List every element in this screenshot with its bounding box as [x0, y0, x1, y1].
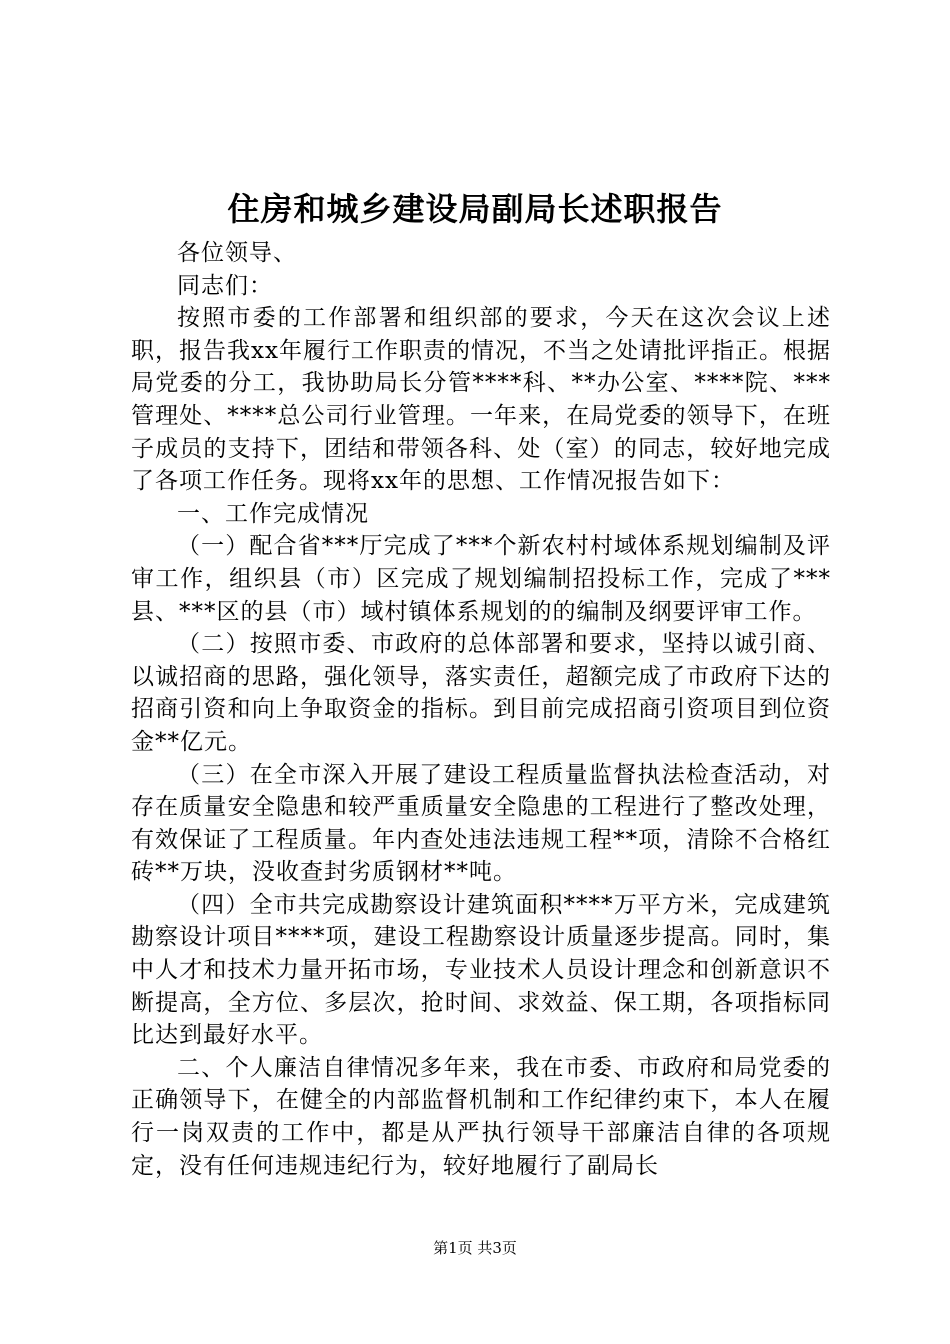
section-integrity: 二、个人廉洁自律情况多年来，我在市委、市政府和局党委的正确领导下，在健全的内部监督机制和工作纪律约束下，本人在履行一岗双责的工作中，都是从严执行领导干部廉洁自律的各项规定，没有任何违规违纪行为，较好地履行了副局长	[131, 1054, 831, 1179]
work-item-4: （四）全市共完成勘察设计建筑面积****万平方米，完成建筑勘察设计项目****项，建设工程勘察设计质量逐步提高。同时，集中人才和技术力量开拓市场，专业技术人员设计理念和创新意识不断提高，全方位、多层次，抢时间、求效益、保工期，各项指标同比达到最好水平。	[131, 891, 831, 1049]
page-number-footer: 第1页 共3页	[433, 1239, 517, 1257]
work-item-3: （三）在全市深入开展了建设工程质量监督执法检查活动，对存在质量安全隐患和较严重质量安全隐患的工程进行了整改处理，有效保证了工程质量。年内查处违法违规工程**项，清除不合格红砖**万块，没收查封劣质钢材**吨。	[131, 761, 831, 886]
document-title: 住房和城乡建设局副局长述职报告	[227, 190, 723, 228]
intro-paragraph: 按照市委的工作部署和组织部的要求，今天在这次会议上述职，报告我xx年履行工作职责的情况，不当之处请批评指正。根据局党委的分工，我协助局长分管****科、**办公室、****院、***管理处、****总公司行业管理。一年来，在局党委的领导下，在班子成员的支持下，团结和带领各科、处（室）的同志，较好地完成了各项工作任务。现将xx年的思想、工作情况报告如下：	[131, 305, 831, 495]
section-heading-work: 一、工作完成情况	[177, 500, 369, 527]
salutation-comrades: 同志们：	[177, 272, 273, 299]
work-item-1: （一）配合省***厅完成了***个新农村村域体系规划编制及评审工作，组织县（市）区完成了规划编制招投标工作，完成了***县、***区的县（市）域村镇体系规划的的编制及纲要评审工作。	[131, 533, 831, 625]
work-item-2: （二）按照市委、市政府的总体部署和要求，坚持以诚引商、以诚招商的思路，强化领导，落实责任，超额完成了市政府下达的招商引资和向上争取资金的指标。到目前完成招商引资项目到位资金**亿元。	[131, 631, 831, 755]
salutation-leaders: 各位领导、	[177, 240, 297, 266]
document-body	[131, 237, 831, 1182]
